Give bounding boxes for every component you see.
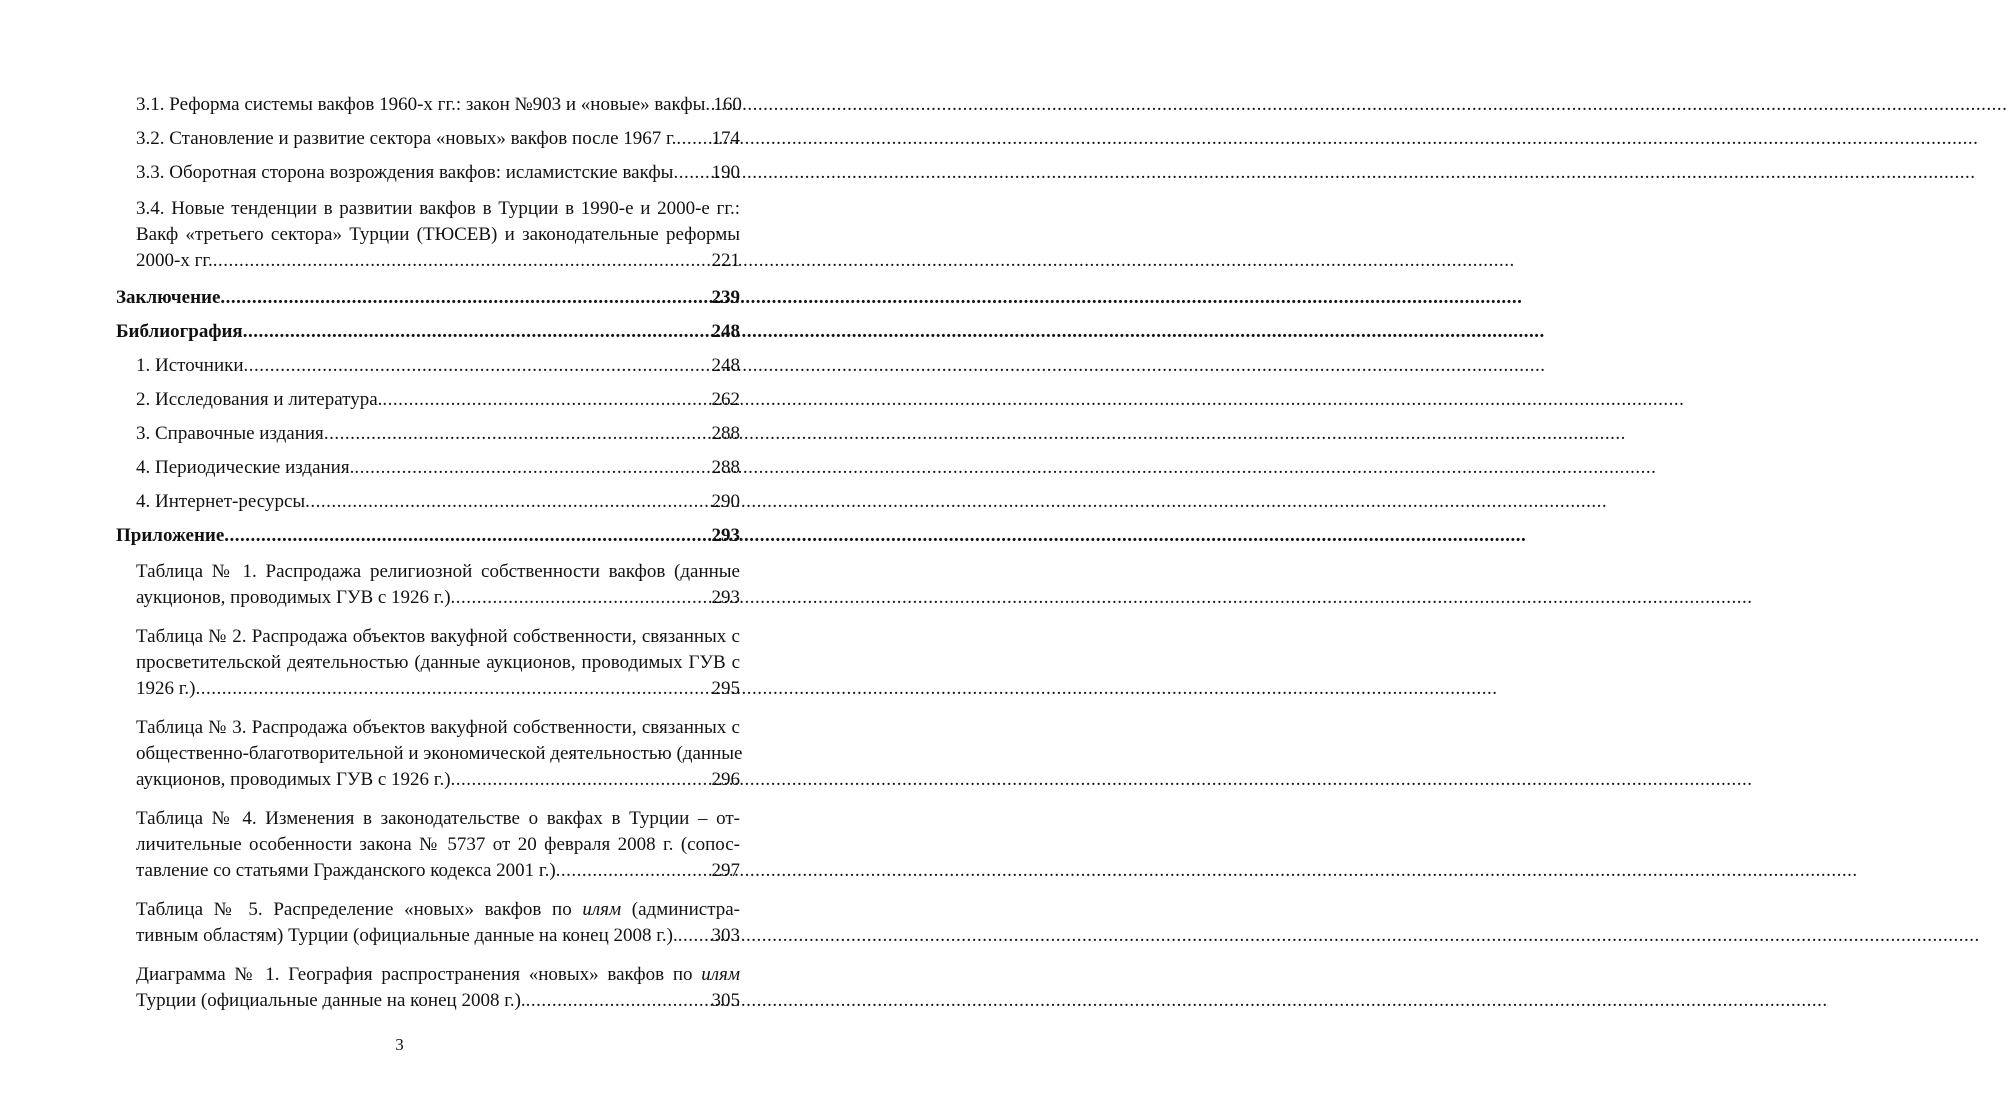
toc-entry-text: (администра- bbox=[621, 899, 740, 920]
toc-page-number: 239 bbox=[711, 287, 740, 308]
toc-entry-line: Таблица № 1. Распродажа религиозной собственности вакфов (данные bbox=[136, 561, 740, 582]
toc-entry-italic-term: илям bbox=[582, 899, 622, 920]
toc-entry-line: тивным областям) Турции (официальные данные на конец 2008 г.). bbox=[136, 925, 678, 946]
toc-entry-internet bbox=[136, 485, 740, 519]
toc-entry-title: 3.3. Оборотная сторона возрождения вакфов: исламистские вакфы bbox=[136, 162, 674, 183]
toc-entry-research bbox=[136, 383, 740, 417]
toc-entry-line: 1926 г.) bbox=[136, 678, 196, 699]
toc-entry-title: 4. Периодические издания. bbox=[136, 457, 355, 478]
toc-page-number: 305 bbox=[711, 990, 740, 1011]
document-page bbox=[0, 0, 799, 1096]
toc-page-number: 303 bbox=[711, 925, 740, 946]
toc-entry-table-5 bbox=[136, 891, 740, 956]
toc-entry-line bbox=[136, 962, 740, 988]
toc-leader-dots bbox=[195, 676, 711, 702]
toc-page-number: 190 bbox=[711, 162, 740, 183]
toc-leader-dots bbox=[324, 417, 712, 451]
toc-entry-line: просветительской деятельностью (данные аукционов, проводимых ГУВ с bbox=[136, 652, 740, 673]
toc-leader-dots bbox=[451, 767, 712, 793]
toc-entry-3-2 bbox=[136, 122, 740, 156]
toc-page-number: 293 bbox=[711, 525, 740, 546]
toc-entry-title: Заключение bbox=[116, 287, 221, 308]
toc-entry-table-4 bbox=[136, 800, 740, 891]
toc-leader-dots bbox=[354, 451, 711, 485]
toc-entry-title: 3.1. Реформа системы вакфов 1960-х гг.: закон №903 и «новые» вакфы bbox=[136, 94, 706, 115]
toc-entry-line: Турции (официальные данные на конец 2008 г.). bbox=[136, 990, 526, 1011]
toc-page-number: 288 bbox=[711, 457, 740, 478]
toc-page-number: 293 bbox=[711, 587, 740, 608]
toc-page-number: 295 bbox=[711, 678, 740, 699]
toc-leader-dots bbox=[451, 585, 712, 611]
toc-entry-appendix bbox=[116, 519, 740, 553]
toc-page-number: 288 bbox=[711, 423, 740, 444]
toc-entry-3-3 bbox=[136, 156, 740, 190]
toc-entry-line: личительные особенности закона № 5737 от 20 февраля 2008 г. (сопос- bbox=[136, 834, 740, 855]
toc-entry-reference bbox=[136, 417, 740, 451]
toc-page-number: 160 bbox=[713, 94, 742, 115]
toc-leader-dots bbox=[244, 349, 712, 383]
toc-entry-line: аукционов, проводимых ГУВ с 1926 г.) bbox=[136, 587, 451, 608]
toc-entry-line: Таблица № 4. Изменения в законодательстве о вакфах в Турции – от- bbox=[136, 808, 740, 829]
toc-entry-bibliography bbox=[116, 315, 740, 349]
toc-page-number: 262 bbox=[711, 389, 740, 410]
toc-leader-dots bbox=[213, 248, 712, 274]
toc-page-number: 248 bbox=[711, 355, 740, 376]
toc-leader-dots bbox=[243, 315, 712, 349]
toc-entry-text: Диаграмма № 1. География распространения «новых» вакфов по bbox=[136, 964, 702, 985]
toc-entry-text: Таблица № 5. Распределение «новых» вакфов по bbox=[136, 899, 583, 920]
toc-entry-line: Вакф «третьего сектора» Турции (ТЮСЕВ) и законодательные реформы bbox=[136, 224, 740, 245]
toc-page-number: 248 bbox=[711, 321, 740, 342]
toc-entry-diagram-1 bbox=[136, 956, 740, 1021]
toc-leader-dots bbox=[678, 923, 712, 949]
toc-entry-title: 1. Источники bbox=[136, 355, 244, 376]
toc-entry-table-3 bbox=[136, 709, 743, 800]
toc-entry-line: Таблица № 2. Распродажа объектов вакуфной собственности, связанных с bbox=[136, 626, 740, 647]
toc-leader-dots bbox=[526, 988, 712, 1014]
toc-leader-dots bbox=[705, 88, 713, 122]
toc-entry-3-1 bbox=[136, 88, 740, 122]
toc-entry-line: общественно-благотворительной и экономической деятельностью (данные bbox=[136, 743, 743, 764]
toc-leader-dots bbox=[220, 281, 711, 315]
toc-page-number: 221 bbox=[711, 250, 740, 271]
page-number: 3 bbox=[395, 1035, 404, 1054]
toc-entry-table-1 bbox=[136, 553, 740, 618]
toc-entry-italic-term: илям bbox=[701, 964, 740, 985]
toc-entry-3-4 bbox=[136, 190, 740, 281]
toc-leader-dots bbox=[224, 519, 711, 553]
toc-entry-sources bbox=[136, 349, 740, 383]
toc-page-number: 296 bbox=[711, 769, 740, 790]
toc-entry-line: Таблица № 3. Распродажа объектов вакуфной собственности, связанных с bbox=[136, 717, 740, 738]
toc-entry-line bbox=[136, 897, 740, 923]
toc-leader-dots bbox=[556, 858, 712, 884]
toc-leader-dots bbox=[676, 122, 711, 156]
toc-entry-title: 2. Исследования и литература. bbox=[136, 389, 383, 410]
toc-entry-title: Приложение bbox=[116, 525, 225, 546]
toc-page-number: 174 bbox=[711, 128, 740, 149]
toc-leader-dots bbox=[382, 383, 711, 417]
toc-page-number: 297 bbox=[711, 860, 740, 881]
toc-entry-periodicals bbox=[136, 451, 740, 485]
toc-page-number: 290 bbox=[711, 491, 740, 512]
toc-entry-title: Библиография bbox=[116, 321, 243, 342]
toc-entry-line: тавление со статьями Гражданского кодекса 2001 г.) bbox=[136, 860, 556, 881]
toc-entry-title: 3.2. Становление и развитие сектора «новых» вакфов после 1967 г. bbox=[136, 128, 677, 149]
table-of-contents bbox=[116, 88, 743, 1021]
toc-entry-title: 3. Справочные издания bbox=[136, 423, 324, 444]
toc-entry-line: 2000-х гг. bbox=[136, 250, 213, 271]
toc-leader-dots bbox=[673, 156, 711, 190]
toc-entry-conclusion bbox=[116, 281, 740, 315]
toc-entry-line: аукционов, проводимых ГУВ с 1926 г.) bbox=[136, 769, 451, 790]
toc-entry-line: 3.4. Новые тенденции в развитии вакфов в Турции в 1990-е и 2000-е гг.: bbox=[136, 198, 740, 219]
toc-entry-table-2 bbox=[136, 618, 740, 709]
toc-entry-title: 4. Интернет-ресурсы bbox=[136, 491, 306, 512]
toc-leader-dots bbox=[305, 485, 711, 519]
